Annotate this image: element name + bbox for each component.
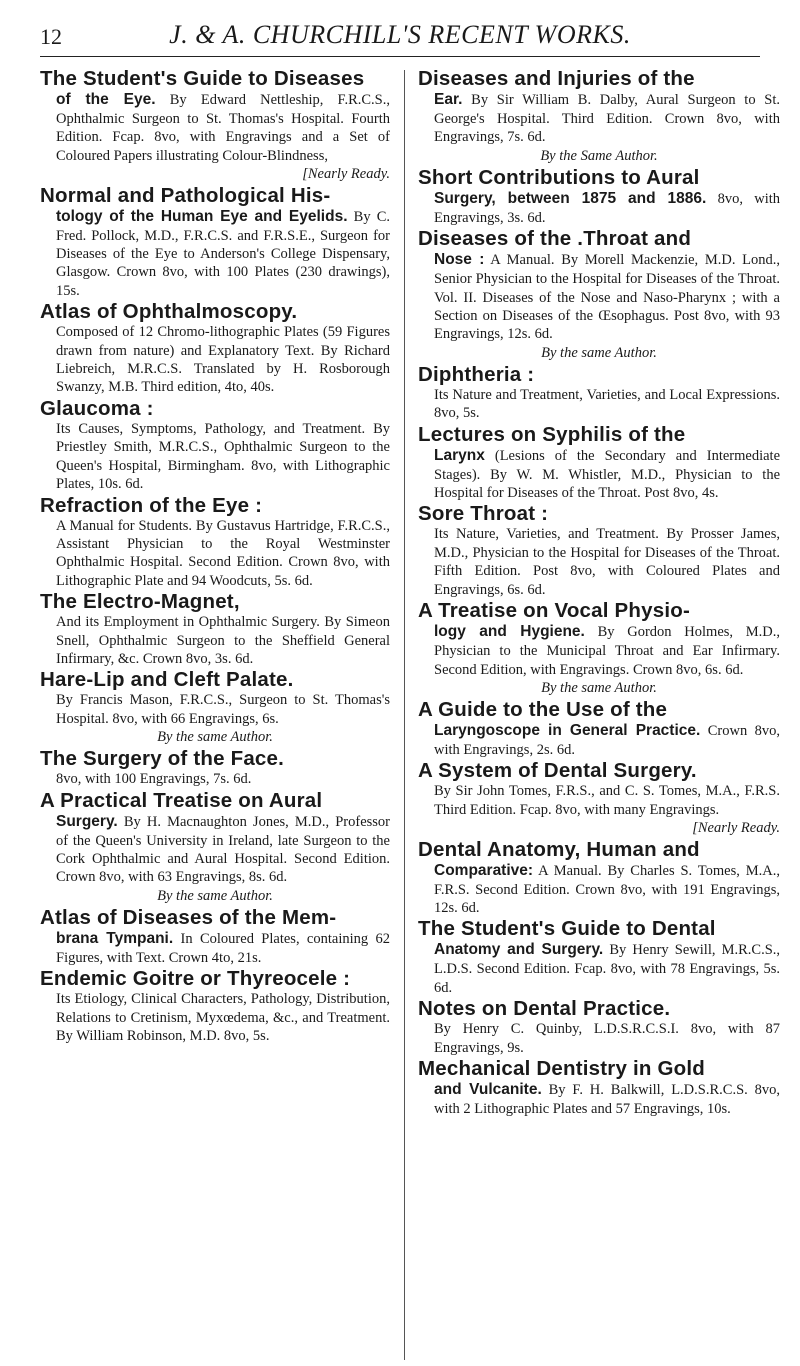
book-title: Endemic Goitre or Thyreocele :: [40, 967, 351, 991]
book-entry: [40, 398, 390, 494]
book-title: Diseases and Injuries of the: [418, 67, 695, 90]
book-title-continued: and Vulcanite.: [434, 1080, 542, 1098]
book-description: [418, 1020, 780, 1057]
book-title: The Electro-Magnet,: [40, 590, 240, 614]
book-title-continued: Surgery, between 1875 and 1886.: [434, 189, 707, 207]
book-title: A System of Dental Surgery.: [418, 759, 697, 783]
book-entry: [418, 68, 780, 166]
book-details: By F. H. Balkwill, L.D.S.R.C.S. 8vo, with 2 Lithographic Plates and 57 Engravings, 10s.: [434, 1081, 780, 1117]
book-title: Glaucoma :: [40, 396, 154, 420]
book-title-continued: of the Eye.: [56, 91, 156, 108]
same-author-note: By the same Author.: [157, 887, 273, 904]
book-entry: [418, 600, 780, 698]
book-entry: [418, 699, 780, 759]
book-details: By Henry C. Quinby, L.D.S.R.C.S.I. 8vo, with 87 Engravings, 9s.: [434, 1021, 780, 1056]
column-divider: [404, 70, 405, 1360]
book-description: [40, 812, 390, 887]
book-title-continued: tology of the Human Eye and Eyelids.: [56, 207, 348, 225]
book-description: [418, 940, 780, 997]
book-title: A Treatise on Vocal Physio-: [418, 599, 690, 623]
book-description: [40, 990, 390, 1045]
book-details: Crown 8vo, with Engravings, 2s. 6d.: [434, 722, 780, 758]
book-title: Mechanical Dentistry in Gold: [418, 1056, 705, 1080]
book-details: A Manual for Students. By Gustavus Hartridge, F.R.C.S., Assistant Physician to the Royal Westminster Ophthalmic Hospital. Second Edition. Crown 8vo, with Lithographic Plate and 94 Woodcuts, 5s. 6d.: [56, 517, 390, 589]
book-entry: [40, 790, 390, 906]
book-title: Short Contributions to Aural: [418, 165, 700, 189]
book-details: By Henry Sewill, M.R.C.S., L.D.S. Second Edition. Fcap. 8vo, with 78 Engravings, 5s. 6d.: [434, 942, 781, 996]
book-details: By Edward Nettleship, F.R.C.S., Ophthalmic Surgeon to St. Thomas's Hospital. Fourth Edition. Fcap. 8vo, with Engravings and a Set of Coloured Papers illustrating Colour-Blindness,: [56, 92, 390, 164]
book-title-continued: Laryngoscope in General Practice.: [434, 721, 701, 739]
book-title-continued: Ear.: [434, 91, 463, 108]
book-entry: [418, 918, 780, 997]
book-title: Lectures on Syphilis of the: [418, 422, 686, 446]
running-title: J. & A. CHURCHILL'S RECENT WORKS.: [169, 20, 631, 49]
book-description: [418, 386, 780, 423]
book-entry: [40, 185, 390, 301]
book-description: [40, 770, 390, 788]
book-title: Dental Anatomy, Human and: [418, 837, 700, 861]
book-description: [418, 250, 780, 344]
book-details: A Manual. By Charles S. Tomes, M.A., F.R.S. Second Edition. Crown 8vo, with 191 Engravings, 12s. 6d.: [434, 862, 780, 916]
same-author-note: By the same Author.: [157, 729, 273, 746]
book-description: [418, 622, 780, 679]
book-description: [40, 929, 390, 967]
book-entry: [418, 998, 780, 1057]
book-details: (Lesions of the Secondary and Intermediate Stages). By W. M. Whistler, M.D., Physician to the Hospital for Diseases of the Throat. Post 8vo, 4s.: [434, 447, 781, 502]
book-title-continued: Nose :: [434, 251, 485, 269]
same-author-note: By the Same Author.: [540, 147, 658, 164]
book-title-continued: Larynx: [434, 446, 485, 464]
book-title: Sore Throat :: [418, 502, 549, 526]
book-title: Notes on Dental Practice.: [418, 997, 671, 1021]
left-column: [40, 68, 398, 1356]
book-details: By C. Fred. Pollock, M.D., F.R.C.S. and F.R.S.E., Surgeon for Diseases of the Eye to Anderson's College Dispensary, Glasgow. Crown 8vo, with 100 Plates (230 drawings), 15s.: [56, 208, 391, 299]
book-details: By Sir William B. Dalby, Aural Surgeon to St. George's Hospital. Third Edition. Crown 8vo, with Engravings, 7s. 6d.: [434, 92, 780, 146]
book-entry: [40, 495, 390, 591]
book-details: A Manual. By Morell Mackenzie, M.D. Lond., Senior Physician to the Hospital for Diseases of the Throat. Vol. II. Diseases of the Nose and Naso-Pharynx ; with a Section on Diseases of the Œsophagus. Post 8vo, with 93 Engravings, 12s. 6d.: [434, 252, 780, 343]
book-entry: [418, 228, 780, 363]
same-author-note: By the same Author.: [541, 679, 657, 696]
book-description: [418, 782, 780, 837]
book-entry: [40, 591, 390, 668]
book-details: Its Nature and Treatment, Varieties, and Local Expressions. 8vo, 5s.: [434, 386, 780, 422]
book-description: [40, 420, 390, 494]
book-title: Hare-Lip and Cleft Palate.: [40, 668, 294, 692]
book-title-continued: logy and Hygiene.: [434, 623, 585, 641]
book-details: Composed of 12 Chromo-lithographic Plates (59 Figures drawn from nature) and Explanatory Text. By Richard Liebreich, M.R.C.S. Translated by H. Rosborough Swanzy, M.B. Third edition, 4to, 40s.: [56, 324, 390, 396]
book-entry: [40, 968, 390, 1045]
book-details: Its Nature, Varieties, and Treatment. By Prosser James, M.D., Physician to the Hospital for Diseases of the Throat. Fifth Edition. Post 8vo, with Coloured Plates and Engravings, 6s. 6d.: [434, 526, 780, 598]
book-title: Diphtheria :: [418, 362, 535, 386]
same-author-note: By the same Author.: [541, 344, 657, 361]
book-details: In Coloured Plates, containing 62 Figures, with Text. Crown 4to, 21s.: [56, 930, 391, 966]
book-details: By Francis Mason, F.R.C.S., Surgeon to St. Thomas's Hospital. 8vo, with 66 Engravings, 6s.: [56, 692, 390, 727]
book-title-continued: Surgery.: [56, 812, 118, 830]
page-header: [40, 16, 760, 57]
book-title: The Student's Guide to Diseases: [40, 67, 365, 90]
book-entry: [418, 839, 780, 918]
book-description: [418, 189, 780, 227]
book-description: [40, 90, 390, 184]
book-description: [418, 1080, 780, 1118]
book-title: Atlas of Ophthalmoscopy.: [40, 300, 298, 324]
book-entry: [418, 167, 780, 227]
book-title: The Student's Guide to Dental: [418, 917, 716, 941]
book-description: [418, 861, 780, 918]
book-description: [418, 721, 780, 759]
book-title: Atlas of Diseases of the Mem-: [40, 905, 337, 929]
book-description: [40, 323, 390, 397]
book-details: Its Causes, Symptoms, Pathology, and Treatment. By Priestley Smith, M.R.C.S., Ophthalmic Surgeon to the Queen's Hospital, Birmingham. 8vo, with Lithographic Plates, 10s. 6d.: [56, 420, 390, 493]
book-entry: [40, 68, 390, 184]
book-description: [40, 691, 390, 728]
book-title-continued: Anatomy and Surgery.: [434, 941, 604, 959]
book-entry: [418, 1058, 780, 1118]
book-title: A Practical Treatise on Aural: [40, 788, 323, 812]
book-entry: [418, 424, 780, 503]
book-title: Diseases of the .Throat and: [418, 227, 692, 251]
book-details: By Gordon Holmes, M.D., Physician to the Municipal Throat and Ear Infirmary. Second Edition, with Engravings. Crown 8vo, 6s. 6d.: [434, 624, 780, 678]
book-details: 8vo, with 100 Engravings, 7s. 6d.: [56, 771, 252, 788]
book-details: And its Employment in Ophthalmic Surgery. By Simeon Snell, Ophthalmic Surgeon to the Sheffield General Infirmary, &c. Crown 8vo, 3s. 6d.: [56, 614, 390, 667]
book-description: [40, 517, 390, 591]
book-title-continued: brana Tympani.: [56, 929, 174, 947]
book-description: [418, 525, 780, 599]
book-description: [418, 446, 780, 503]
book-title: The Surgery of the Face.: [40, 747, 285, 771]
book-details: By H. Macnaughton Jones, M.D., Professor of the Queen's University in Ireland, late Surgeon to the Cork Ophthalmic and Aural Hospital. Second Edition. Crown 8vo, with 63 Engravings, 8s. 6d.: [56, 813, 390, 886]
book-entry: [40, 907, 390, 967]
right-column: [414, 68, 780, 1356]
book-entry: [40, 669, 390, 747]
book-description: [40, 207, 390, 301]
book-title: A Guide to the Use of the: [418, 697, 668, 721]
book-title: Normal and Pathological His-: [40, 183, 331, 207]
book-title-continued: Comparative:: [434, 861, 534, 879]
book-description: [418, 90, 780, 147]
book-entry: [418, 364, 780, 423]
book-details: 8vo, with Engravings, 3s. 6d.: [434, 190, 781, 226]
publication-status: [Nearly Ready.: [692, 820, 780, 837]
book-entry: [418, 760, 780, 837]
book-entry: [40, 301, 390, 397]
book-entry: [418, 503, 780, 599]
book-details: Its Etiology, Clinical Characters, Pathology, Distribution, Relations to Cretinism, Myxœdema, &c., and Treatment. By William Robinson, M.D. 8vo, 5s.: [56, 991, 390, 1044]
book-title: Refraction of the Eye :: [40, 493, 263, 517]
page-number: 12: [40, 24, 62, 49]
book-details: By Sir John Tomes, F.R.S., and C. S. Tomes, M.A., F.R.S. Third Edition. Fcap. 8vo, with many Engravings.: [434, 783, 780, 818]
publication-status: [Nearly Ready.: [302, 166, 390, 183]
book-entry: [40, 748, 390, 788]
book-description: [40, 613, 390, 668]
